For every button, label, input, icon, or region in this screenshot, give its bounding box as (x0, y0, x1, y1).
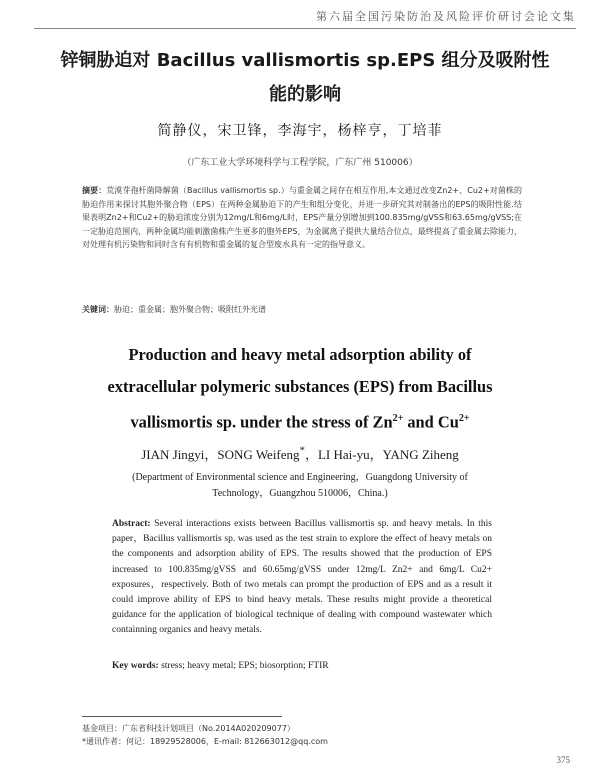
chinese-abstract (82, 184, 522, 252)
cu-charge: 2+ (458, 413, 470, 424)
footnote-rule (82, 716, 282, 717)
footnotes (82, 722, 540, 748)
zn-charge: 2+ (392, 413, 404, 424)
english-title-line3-a: vallismortis sp. under the stress of Zn (130, 412, 393, 432)
english-authors-a: JIAN Jingyi，SONG Weifeng (141, 447, 300, 462)
english-title-line3 (60, 403, 540, 438)
english-title (60, 339, 540, 438)
header-rule (34, 28, 576, 29)
chinese-keywords (82, 304, 522, 315)
page-number: 375 (556, 755, 570, 765)
english-keywords-label: Key words: (112, 661, 159, 671)
english-keywords (112, 661, 492, 671)
english-authors (0, 444, 600, 463)
english-title-line3-b: and Cu (403, 412, 459, 432)
english-affiliation-line2: Technology，Guangzhou 510006，China.) (212, 488, 388, 499)
chinese-abstract-label: 摘要： (82, 186, 107, 195)
english-authors-b: ，LI Hai-yu，YANG Ziheng (304, 447, 459, 462)
running-header: 第六届全国污染防治及风险评价研讨会论文集 (316, 10, 576, 23)
chinese-abstract-text: 荒漠芽孢杆菌降解菌（Bacillus vallismortis sp.）与重金属之间存在相互作用,本文通过改变Zn2+、Cu2+对菌株的胁迫作用来探讨其胞外聚合物（EPS）在两种金属胁迫下的产生和组分变化，并进一步研究其对制备出的EPS的吸附性能.结果表明Zn2+和Cu2+的胁迫浓度分别为12mg/L和6mg/L时，EPS产量分别增加到100.835mg/gVSS和63.65mg/gVSS;在一定胁迫范围内，两种金属均能刺激菌株产生更多的胞外EPS，为金属离子提供大量结合位点，最终提高了重金属去除能力，对处理有机污染物和同时含有有机物和重金属的复合型废水具有一定的指导意义。 (82, 186, 523, 249)
english-title-line1: Production and heavy metal adsorption ability of (128, 345, 472, 364)
english-affiliation-line1: (Department of Environmental science and Engineering，Guangdong University of (132, 472, 468, 483)
english-keywords-text: stress; heavy metal; EPS; biosorption; FTIR (158, 661, 329, 671)
english-abstract-text: Several interactions exists between Bacillus vallismortis sp. and heavy metals. In this paper，Bacillus vallismortis sp. was used as the test strain to explore the effect of heavy metals on the components and adsorption ability of EPS. The results showed that the production of EPS increased to 100.835mg/gVSS and 60.65mg/gVSS under 12mg/L Zn2+ and 6mg/L Cu2+ exposures，respectively. Both of two metals can prompt the production of EPS and as a result it could improve ability of EPS to bind heavy metals. These results might provide a theoretical guidance for the application of biological technique of dealing with compound wastewater which containning organics and heavy metals. (112, 519, 492, 636)
footnote-contact: *通讯作者：何记：18929528006，E-mail: 812663012@qq.com (82, 737, 328, 746)
english-title-line2: extracellular polymeric substances (EPS) from Bacillus (107, 377, 493, 396)
chinese-keywords-label: 关键词： (82, 305, 114, 314)
english-abstract (112, 517, 492, 639)
corresponding-author-mark: * (299, 444, 305, 457)
english-affiliation (110, 470, 490, 502)
chinese-title: 锌铜胁迫对 Bacillus vallismortis sp.EPS 组分及吸附性能的影响 (60, 50, 550, 105)
chinese-affiliation: （广东工业大学环境科学与工程学院，广东广州 510006） (182, 158, 418, 168)
footnote-fund: 基金项目：广东省科技计划项目（No.2014A020209077） (82, 724, 295, 733)
english-abstract-label: Abstract: (112, 519, 151, 529)
chinese-keywords-text: 胁迫；重金属；胞外聚合物；吸附红外光谱 (114, 305, 266, 314)
chinese-authors: 简静仪，宋卫锋，李海宇，杨梓亨，丁培菲 (157, 123, 443, 139)
